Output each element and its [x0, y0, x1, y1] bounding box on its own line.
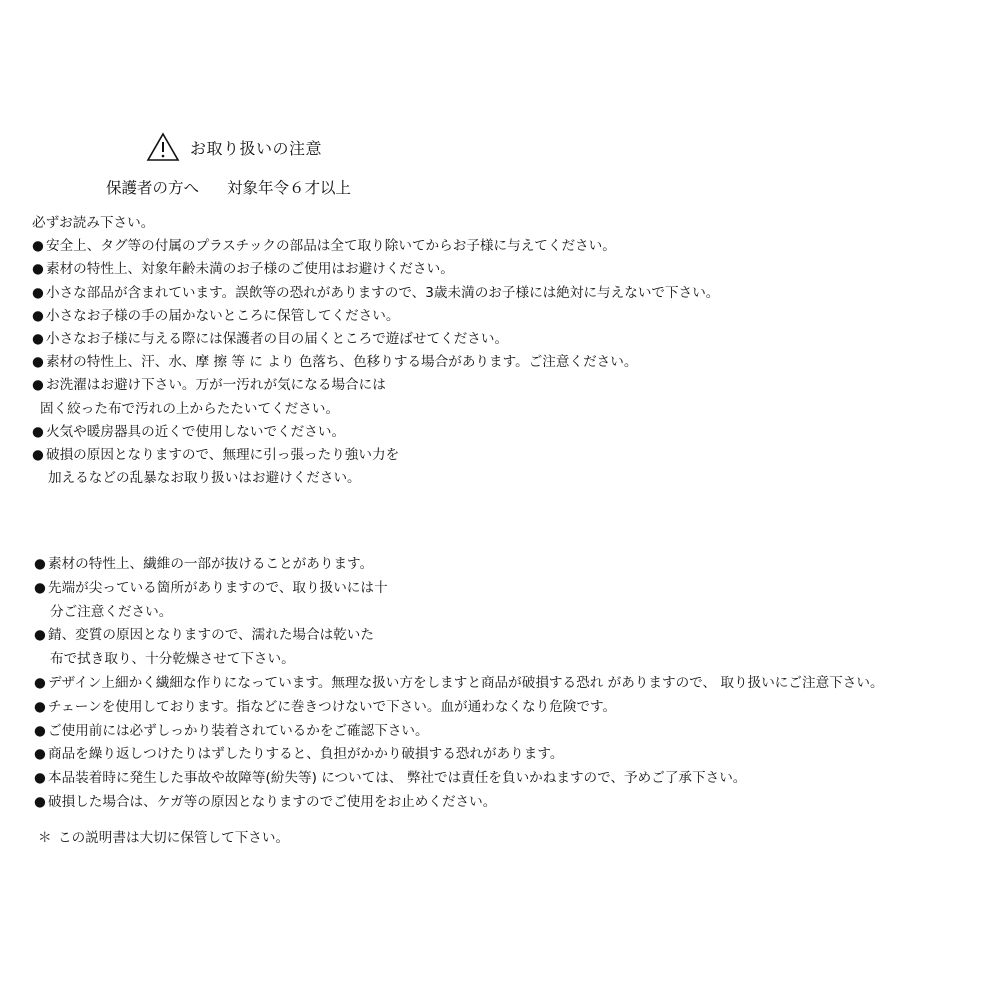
list-item: ● ご使用前には必ずしっかり装着されているかをご確認下さい。	[34, 720, 884, 744]
bullet-icon: ●	[32, 446, 44, 463]
list-item-continuation: 分ご注意ください。	[50, 603, 173, 620]
list-item: ● 破損した場合は、ケガ等の原因となりますのでご使用をお止めください。	[34, 791, 884, 815]
bullet-icon: ●	[34, 722, 46, 739]
footnote-text: この説明書は大切に保管して下さい。	[58, 830, 290, 846]
bullet-icon: ●	[34, 674, 46, 691]
list-item: ● お洗濯はお避け下さい。万が一汚れが気になる場合には	[32, 374, 719, 397]
read-notice: 必ずお読み下さい。	[32, 215, 155, 231]
warning-triangle-icon	[146, 132, 180, 162]
caution-section-1	[32, 212, 719, 490]
list-item: ● 錆、変質の原因となりますので、濡れた場合は乾いた	[34, 624, 884, 648]
list-item: ● チェーンを使用しております。指などに巻きつけないで下さい。血が通わなくなり危険です。	[34, 696, 884, 720]
list-item: ● 商品を繰り返しつけたりはずしたりすると、負担がかかり破損する恐れがあります。	[34, 743, 884, 767]
target-age-label: 対象年令６才以上	[227, 179, 352, 197]
bullet-icon: ●	[34, 579, 46, 596]
bullet-icon: ●	[32, 238, 44, 255]
list-item: ● 小さなお子様に与える際には保護者の目の届くところで遊ばせてください。	[32, 328, 719, 351]
page-title: お取り扱いの注意	[190, 138, 323, 158]
list-item: ● デザイン上細かく繊細な作りになっています。無理な扱い方をしますと商品が破損する恐れ がありますので、 取り扱いにご注意下さい。	[34, 672, 884, 696]
list-item: ● 破損の原因となりますので、無理に引っ張ったり強い力を	[32, 444, 719, 467]
list-item-continuation: 布で拭き取り、十分乾燥させて下さい。	[50, 651, 295, 668]
bullet-icon: ●	[34, 793, 46, 810]
header	[146, 132, 322, 162]
list-item: ● 本品装着時に発生した事故や故障等(紛失等) については、 弊社では責任を負いかねますので、予めご了承下さい。	[34, 767, 884, 791]
list-item: ● 素材の特性上、繊維の一部が抜けることがあります。	[34, 553, 884, 577]
bullet-icon: ●	[32, 354, 44, 371]
list-item: ● 火気や暖房器具の近くで使用しないでください。	[32, 421, 719, 444]
bullet-icon: ●	[32, 330, 44, 347]
list-item-continuation: 固く絞った布で汚れの上からたたいてください。	[40, 400, 340, 417]
list-item: ● 安全上、タグ等の付属のプラスチックの部品は全て取り除いてからお子様に与えてください。	[32, 235, 719, 258]
list-item: ● 素材の特性上、汗、水、摩 擦 等 に より 色落ち、色移りする場合があります。ご注意ください。	[32, 351, 719, 374]
bullet-icon: ●	[34, 627, 46, 644]
list-item: ● 小さなお子様の手の届かないところに保管してください。	[32, 305, 719, 328]
list-item: ● 小さな部品が含まれています。誤飲等の恐れがありますので、3歳未満のお子様には絶対に与えないで下さい。	[32, 282, 719, 305]
bullet-icon: ●	[32, 284, 44, 301]
bullet-icon: ●	[34, 698, 46, 715]
list-item: ● 先端が尖っている箇所がありますので、取り扱いには十	[34, 577, 884, 601]
footnote	[38, 826, 289, 846]
audience-line	[106, 176, 351, 198]
bullet-icon: ●	[34, 556, 46, 572]
list-item: ● 素材の特性上、対象年齢未満のお子様のご使用はお避けください。	[32, 258, 719, 281]
bullet-icon: ●	[32, 423, 44, 440]
caution-section-2	[34, 553, 884, 815]
bullet-icon: ●	[34, 746, 46, 763]
bullet-icon: ●	[32, 377, 44, 394]
list-item-continuation: 加えるなどの乱暴なお取り扱いはお避けください。	[48, 470, 361, 487]
bullet-icon: ●	[34, 770, 46, 787]
guardian-label: 保護者の方へ	[106, 179, 200, 197]
asterisk-icon: ＊	[38, 830, 52, 846]
bullet-icon: ●	[32, 261, 44, 278]
bullet-icon: ●	[32, 307, 44, 324]
